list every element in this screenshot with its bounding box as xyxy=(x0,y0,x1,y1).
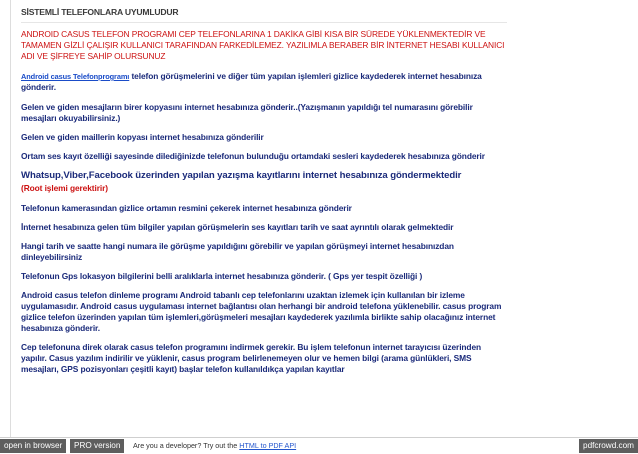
pro-version-button[interactable]: PRO version xyxy=(70,439,124,453)
root-note: (Root işlemi gerektirir) xyxy=(21,183,108,193)
feature-item: İnternet hesabınıza gelen tüm bilgiler yapılan görüşmelerin ses kayıtları tarih ve saat ayrıntılı olarak gelmektedir xyxy=(21,222,454,232)
hero-text: telefon görüşmelerini ve diğer tüm yapılan işlemleri gizlice kaydederek internet hesabınıza gönderir. xyxy=(21,71,482,92)
feature-item: Gelen ve giden mesajların birer kopyasını internet hesabınıza gönderir..(Yazışmanın yapıldığı tel numarasını görebilir mesajları okuyabilirsiniz.) xyxy=(21,102,473,123)
intro-paragraph: ANDROID CASUS TELEFON PROGRAMI CEP TELEFONLARINA 1 DAKİKA GİBİ KISA BİR SÜREDE YÜKLENMEKTEDİR VE TAMAMEN GİZLİ ÇALIŞIR KULLANICI TARAFINDAN FARKEDİLEMEZ. YAZILIMLA BERABER BİR İNTERNET HESABI KULLANICI ADI VE ŞİFREYE SAHİP OLURSUNUZ xyxy=(21,29,505,61)
feature-item: Telefonun Gps lokasyon bilgilerini belli aralıklarla internet hesabınıza gönderir. ( Gps yer tespit özelliği ) xyxy=(21,271,423,281)
feature-item: Gelen ve giden maillerin kopyası internet hesabınıza gönderilir xyxy=(21,132,264,142)
open-in-browser-button[interactable]: open in browser xyxy=(0,439,66,453)
pdfcrowd-brand-button[interactable]: pdfcrowd.com xyxy=(579,439,638,453)
whatsapp-viber-text: Whatsup,Viber,Facebook üzerinden yapılan yazışma kayıtlarını internet hesabınıza göndermektedir xyxy=(21,170,462,181)
feature-item: Telefonun kamerasından gizlice ortamın resmini çekerek internet hesabınıza gönderir xyxy=(21,203,352,213)
pdfcrowd-footer-bar xyxy=(0,437,638,454)
page-heading: SİSTEMLİ TELEFONLARA UYUMLUDUR xyxy=(21,6,507,23)
developer-promo-text xyxy=(133,439,296,453)
hero-paragraph xyxy=(21,71,507,93)
feature-item: Cep telefonuna direk olarak casus telefon programını indirmek gerekir. Bu işlem telefonun internet tarayıcısı üzerinden yapılır. Casus yazılım indirilir ve yüklenir, casus program belirlenemeyen olur ve hemen bilgi (arama günlükleri, SMS mesajları, GPS pozisyonları çeşitli kayıt) başlar telefon kullanıldıkça yapılan kayıtlar xyxy=(21,342,482,374)
html-to-pdf-api-link[interactable]: HTML to PDF API xyxy=(239,441,297,450)
programi-link[interactable]: programı xyxy=(98,72,130,81)
feature-item: Android casus telefon dinleme programı Android tabanlı cep telefonlarını uzaktan izlemek için kullanılan bir izleme uygulamasıdır. Android casus uygulaması internet bağlantısı olan herhangi bir android telefona yüklenebilir. casus program gizlice telefon üzerinden yapılan tüm işlemleri,görüşmeleri mesajları kaydederek yazılımla birlikte sahip olacağınız internet hesabınıza gönderir. xyxy=(21,290,502,333)
android-casus-telefon-link[interactable]: Android casus Telefon xyxy=(21,72,99,81)
feature-item: Ortam ses kayıt özelliği sayesinde dilediğinizde telefonun bulunduğu ortamdaki sesleri kaydederek hesabınıza gönderir xyxy=(21,151,485,161)
feature-item: Hangi tarih ve saatte hangi numara ile görüşme yapıldığını görebilir ve yapılan görüşmeyi internet hesabınızdan dinleyebilirsiniz xyxy=(21,241,454,262)
developer-promo-prefix: Are you a developer? Try out the xyxy=(133,441,240,450)
feature-item-highlight xyxy=(21,170,507,195)
document-content xyxy=(10,0,507,437)
